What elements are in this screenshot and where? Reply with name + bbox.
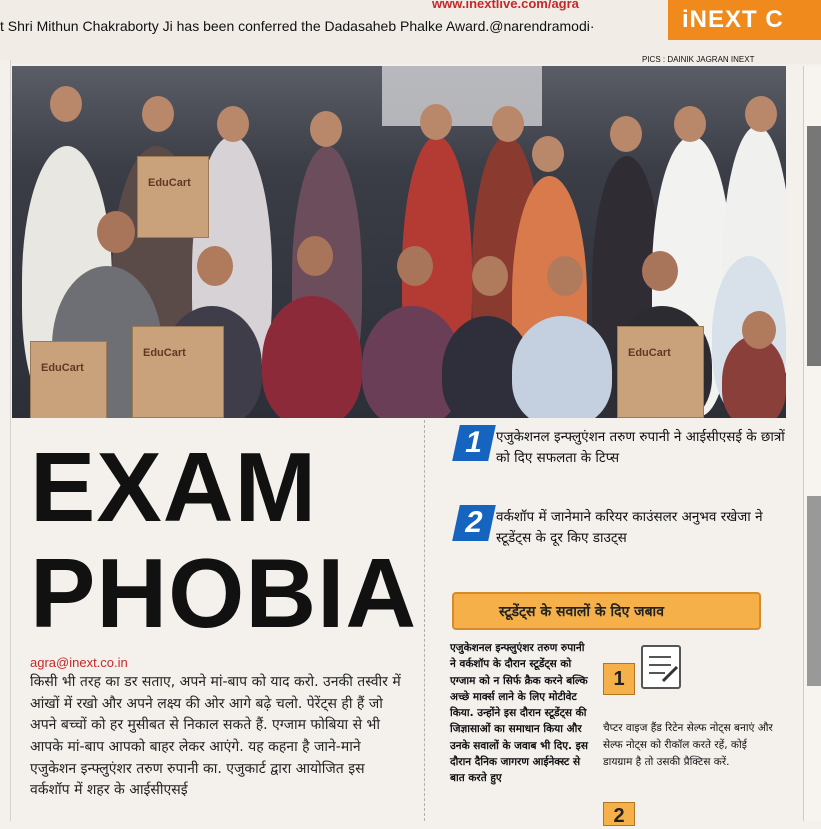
adjacent-column [803,66,821,821]
headline-exam: EXAM [30,432,318,542]
tip-2-number: 2 [603,802,635,826]
brand-logo [668,0,821,40]
highlight-text: वर्कशॉप में जानेमाने करियर काउंसलर अनुभव रखेजा ने स्टूडेंट्स के दूर किए डाउट्स [496,509,763,546]
tip-number: 1 [603,663,635,695]
educart-bag: EduCart [30,341,107,418]
educart-bag: EduCart [137,156,209,238]
qa-banner [452,592,761,630]
article-body: किसी भी तरह का डर सताए, अपने मां-बाप को याद करो. उनकी तस्वीर में आंखों में रखो और अपने लक्ष्य की ओर आगे बढ़े चलो. पेरेंट्स ही हैं जो अपने बच्चों को हर मुसीबत से निकाल सकते हैं. एग्जाम फोबिया से भी आपके मां-बाप आपको बाहर लेकर आएंगे. यह कहना है जाने-माने एजुकेशन इन्फ्लुएंशर तरुण रुपानी का. एजुकार्ट द्वारा आयोजित इस वर्कशॉप में शहर के आईसीएसई [30,674,401,799]
qa-intro: एजुकेशनल इन्फ्लुएंशर तरुण रुपानी ने वर्कशॉप के दौरान स्टूडेंट्स को एग्जाम को न सिर्फ क्रैक करने बल्कि अच्छे मार्क्स लाने के लिए मोटीवेट किया. उन्होंने इस दौरान स्टूडेंट्स की जिज्ञासाओं का समाधान किया और उनके सवालों के जवाब भी दिए. इस दौरान दैनिक जागरण आईनेक्स्ट से बात करते हुए [450,642,588,785]
author-email[interactable]: agra@inext.co.in [30,655,128,670]
brand-name: iNEXT C [682,6,784,33]
site-url[interactable]: www.inextlive.com/agra [432,0,579,11]
photo-credit: PICS : DAINIK JAGRAN INEXT [642,55,755,64]
headline-phobia: PHOBIA [30,538,418,648]
notes-icon [641,645,681,689]
group-photo [12,66,786,418]
highlight-number: 1 [452,425,496,461]
qa-banner-title: स्टूडेंट्स के सवालों के दिए जबाव [499,604,664,620]
left-margin [0,60,11,821]
tip-text: चैप्टर वाइज हैंड रिटेन सेल्फ नोट्स बनाएं और सेल्फ नोट्स को रीकॉल करते रहें, कोई डायग्राम है तो उसकी प्रैक्टिस करें. [603,722,773,768]
educart-bag: EduCart [132,326,224,418]
highlight-2 [456,505,776,560]
highlight-number: 2 [452,505,496,541]
news-ticker: t Shri Mithun Chakraborty Ji has been conferred the Dadasaheb Phalke Award.@narendramodi· [0,18,595,34]
highlight-1 [456,425,785,480]
educart-bag: EduCart [617,326,704,418]
highlight-text: एजुकेशनल इन्फ्लुएंशन तरुण रुपानी ने आईसीएसई के छात्रों को दिए सफलता के टिप्स [496,429,785,466]
column-divider [424,420,426,821]
